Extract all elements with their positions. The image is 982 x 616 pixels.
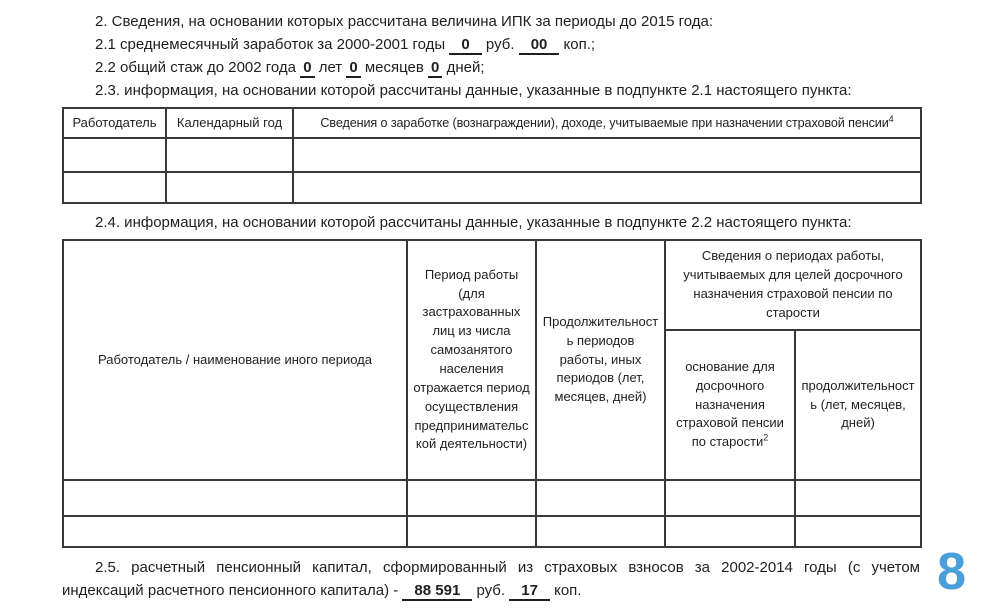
t24-cell-employer-1 — [63, 480, 407, 516]
t24-footnote-2: 2 — [763, 432, 769, 443]
t23-cell-employer-1 — [63, 138, 166, 172]
value-average-earnings-kop: 00 — [519, 36, 560, 55]
t24-header-employer-period: Работодатель / наименование иного периода — [63, 240, 407, 480]
value-average-earnings-rub: 0 — [449, 36, 481, 55]
value-experience-years: 0 — [300, 59, 314, 78]
para-2-2-text: 2.2 общий стаж до 2002 года — [95, 59, 297, 76]
label-days: дней; — [446, 59, 485, 76]
t24-header-early-pension-basis — [665, 330, 795, 480]
para-2-1 — [62, 33, 920, 56]
value-experience-days: 0 — [428, 59, 442, 78]
table-2-3 — [62, 107, 922, 204]
value-pension-capital-rub: 88 591 — [402, 582, 472, 601]
table-2-3-header-row — [63, 108, 921, 138]
table-row — [63, 172, 921, 203]
para-2-1-text: 2.1 среднемесячный заработок за 2000-2001 годы — [95, 36, 446, 53]
t24-header-work-period: Период работы (для застрахованных лиц из числа самозанятого населения отражается период осуществления предпринимательской деятельности) — [407, 240, 536, 480]
value-experience-months: 0 — [346, 59, 360, 78]
para-2-5 — [62, 556, 920, 602]
value-pension-capital-kop: 17 — [509, 582, 550, 601]
label-years: лет — [318, 59, 343, 76]
t23-cell-earnings-2 — [293, 172, 921, 203]
t24-cell-basis-2 — [665, 516, 795, 547]
table-2-4-header-row-top — [63, 240, 921, 330]
para-2-intro-text: 2. Сведения, на основании которых рассчитана величина ИПК за периоды до 2015 года: — [95, 13, 714, 30]
t23-cell-employer-2 — [63, 172, 166, 203]
para-2-2 — [62, 56, 920, 79]
t24-cell-period-1 — [407, 480, 536, 516]
t24-cell-duration-2 — [536, 516, 665, 547]
label-rub-2-5: руб. — [476, 582, 506, 599]
t23-header-earnings-text: Сведения о заработке (вознаграждении), доходе, учитываемые при назначении страховой пенсии — [320, 115, 889, 130]
label-kop-2-5: коп. — [554, 582, 582, 599]
t24-cell-period-2 — [407, 516, 536, 547]
t23-header-employer: Работодатель — [63, 108, 166, 138]
table-2-4 — [62, 239, 922, 548]
table-row — [63, 516, 921, 547]
para-2-intro — [62, 10, 920, 33]
t24-cell-basis-1 — [665, 480, 795, 516]
label-months: месяцев — [364, 59, 424, 76]
page-number: 8 — [937, 543, 965, 601]
t23-cell-year-2 — [166, 172, 293, 203]
t24-cell-early-duration-1 — [795, 480, 921, 516]
para-2-4-text: 2.4. информация, на основании которой рассчитаны данные, указанные в подпункте 2.2 настоящего пункта: — [95, 214, 852, 231]
t24-cell-duration-1 — [536, 480, 665, 516]
table-row — [63, 138, 921, 172]
t24-header-early-pension-basis-text: основание для досрочного назначения страховой пенсии по старости — [676, 358, 784, 450]
t23-cell-earnings-1 — [293, 138, 921, 172]
t23-footnote-4: 4 — [888, 113, 894, 124]
table-row — [63, 480, 921, 516]
t24-header-early-pension-duration: продолжительность (лет, месяцев, дней) — [795, 330, 921, 480]
para-2-3-text: 2.3. информация, на основании которой рассчитаны данные, указанные в подпункте 2.1 настоящего пункта: — [95, 82, 852, 99]
label-rub: руб. — [485, 36, 515, 53]
para-2-4 — [62, 211, 920, 234]
para-2-5-text: 2.5. расчетный пенсионный капитал, сформированный из страховых взносов за 2002-2014 годы (с учетом индексаций расчетного пенсионного капитала) - — [62, 559, 920, 599]
label-kop: коп.; — [563, 36, 596, 53]
t23-header-earnings — [293, 108, 921, 138]
t23-cell-year-1 — [166, 138, 293, 172]
t23-header-calendar-year: Календарный год — [166, 108, 293, 138]
t24-cell-employer-2 — [63, 516, 407, 547]
t24-header-duration: Продолжительность периодов работы, иных периодов (лет, месяцев, дней) — [536, 240, 665, 480]
t24-cell-early-duration-2 — [795, 516, 921, 547]
para-2-3 — [62, 79, 920, 102]
t24-header-early-pension-group: Сведения о периодах работы, учитываемых для целей досрочного назначения страховой пенсии по старости — [665, 240, 921, 330]
